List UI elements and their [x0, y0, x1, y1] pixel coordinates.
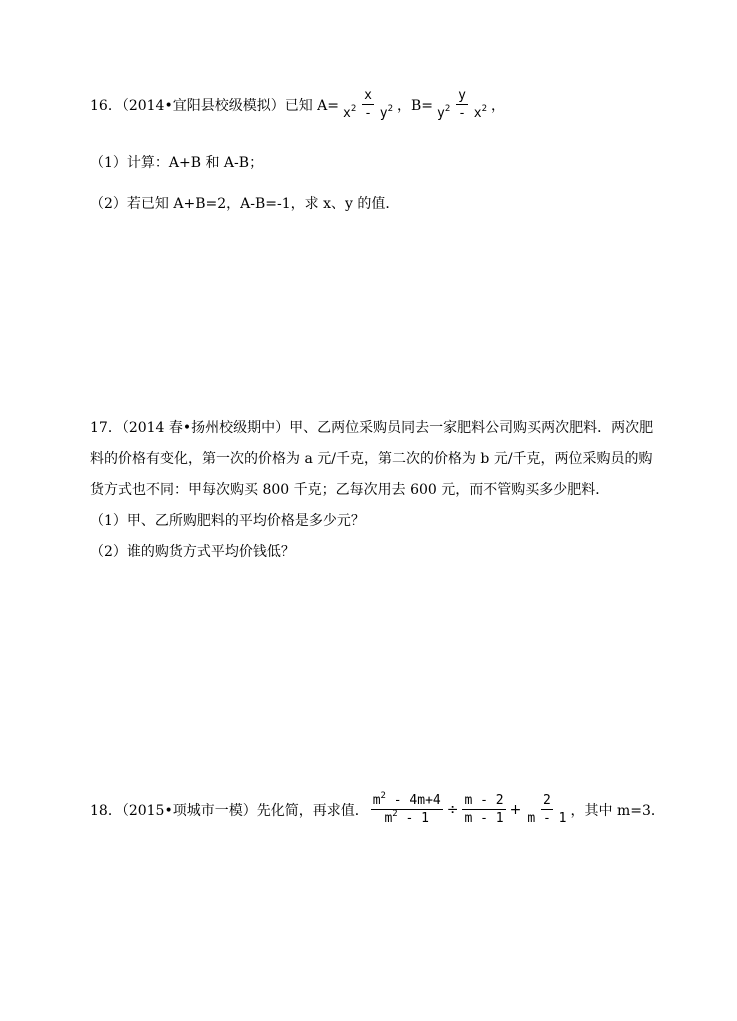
q16-end: ， [491, 97, 505, 114]
fraction-B-numerator: y [458, 88, 466, 103]
fraction-A [341, 88, 395, 121]
q17-part2: （2）谁的购货方式平均价钱低？ [90, 544, 295, 560]
q16-separator: ，B= [396, 97, 434, 114]
question-16-stem [90, 88, 505, 121]
q17-part1: （1）甲、乙所购肥料的平均价格是多少元？ [90, 513, 365, 529]
plus-sign: + [509, 801, 522, 818]
fraction-2-numerator: m - 2 [464, 793, 504, 808]
fraction-3-numerator: 2 [543, 793, 551, 808]
fraction-3 [525, 793, 568, 826]
q16-prefix: 16．（2014•宜阳县校级模拟）已知 A= [90, 97, 339, 114]
divide-sign: ÷ [446, 801, 459, 818]
fraction-1 [371, 793, 443, 826]
q17-line1: 17．（2014 春•扬州校级期中）甲、乙两位采购员同去一家肥料公司购买两次肥料．两次肥 [90, 420, 654, 436]
fraction-1-denominator: $m^2 - 1$ [384, 809, 429, 826]
q18-suffix: ，其中 m=3． [570, 802, 665, 819]
fraction-2 [462, 793, 505, 826]
fraction-A-denominator: $x^2 - y^2$ [343, 104, 393, 121]
fraction-B [435, 88, 489, 121]
q17-line3: 货方式也不同：甲每次购买 800 千克；乙每次用去 600 元，而不管购买多少肥料． [90, 482, 610, 498]
fraction-3-denominator: m - 1 [527, 811, 567, 826]
fraction-1-numerator: $m^2 - 4m+4$ [372, 791, 441, 808]
q18-prefix: 18．（2015•项城市一模）先化简，再求值． [90, 802, 369, 819]
q16-part1: （1）计算：A+B 和 A-B； [90, 155, 264, 171]
fraction-A-numerator: x [364, 88, 372, 103]
q16-part2: （2）若已知 A+B=2，A-B=-1，求 x、y 的值． [90, 196, 400, 212]
fraction-B-denominator: $y^2 - x^2$ [437, 104, 487, 121]
q17-line2: 料的价格有变化，第一次的价格为 a 元/千克，第二次的价格为 b 元/千克，两位采购员的购 [90, 451, 653, 467]
question-18-stem [90, 793, 665, 826]
fraction-2-denominator: m - 1 [464, 811, 504, 826]
